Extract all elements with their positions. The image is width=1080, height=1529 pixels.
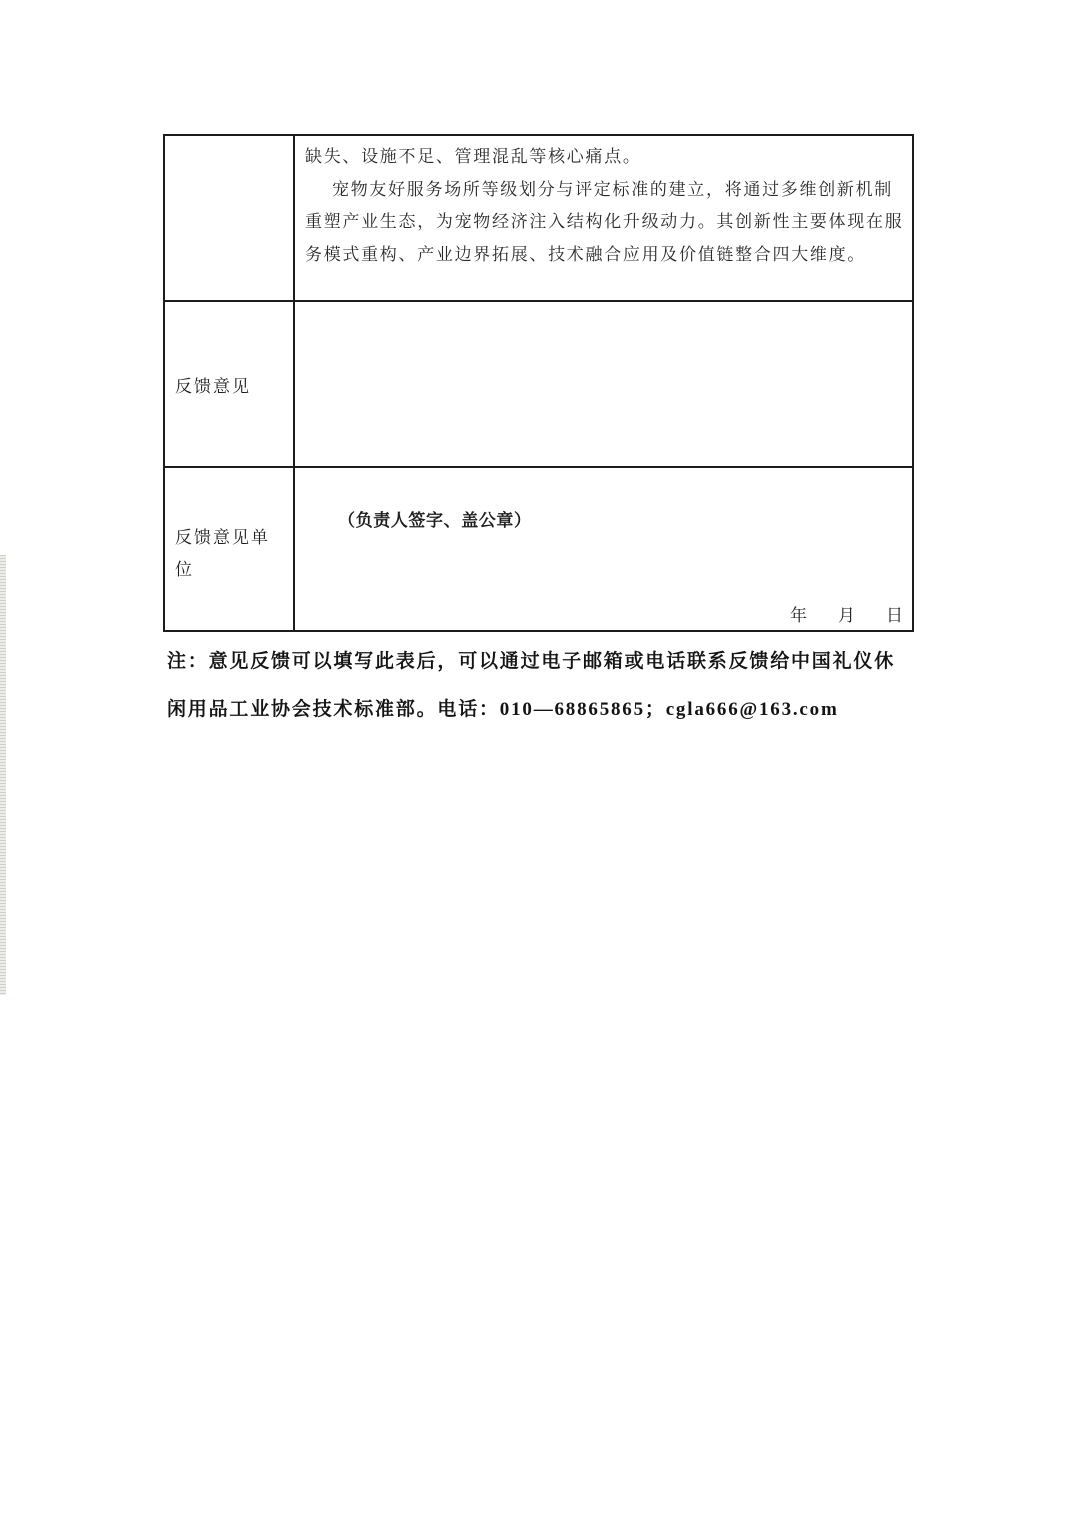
signature-seal-note: （负责人签字、盖公章） [338,511,532,531]
scan-edge-artifact [0,555,6,995]
content-line-1: 缺失、设施不足、管理混乱等核心痛点。 [305,147,642,167]
note-line-1: 注：意见反馈可以填写此表后，可以通过电子邮箱或电话联系反馈给中国礼仪休 [167,651,896,672]
feedback-opinion-cell [295,302,912,466]
feedback-form-table [163,134,914,632]
date-month-label: 月 [838,606,855,626]
row-divider-2 [165,466,912,468]
date-year-label: 年 [790,606,807,626]
feedback-unit-label: 反馈意见单位 [175,528,270,580]
content-line-3: 重塑产业生态，为宠物经济注入结构化升级动力。其创新性主要体现在服 [305,212,904,232]
date-day-label: 日 [886,606,903,626]
content-line-2: 宠物友好服务场所等级划分与评定标准的建立，将通过多维创新机制 [332,180,893,200]
feedback-opinion-label: 反馈意见 [175,377,251,397]
content-line-4: 务模式重构、产业边界拓展、技术融合应用及价值链整合四大维度。 [305,245,866,265]
note-line-2: 闲用品工业协会技术标准部。电话：010—68865865；cgla666@163.com [167,699,839,720]
